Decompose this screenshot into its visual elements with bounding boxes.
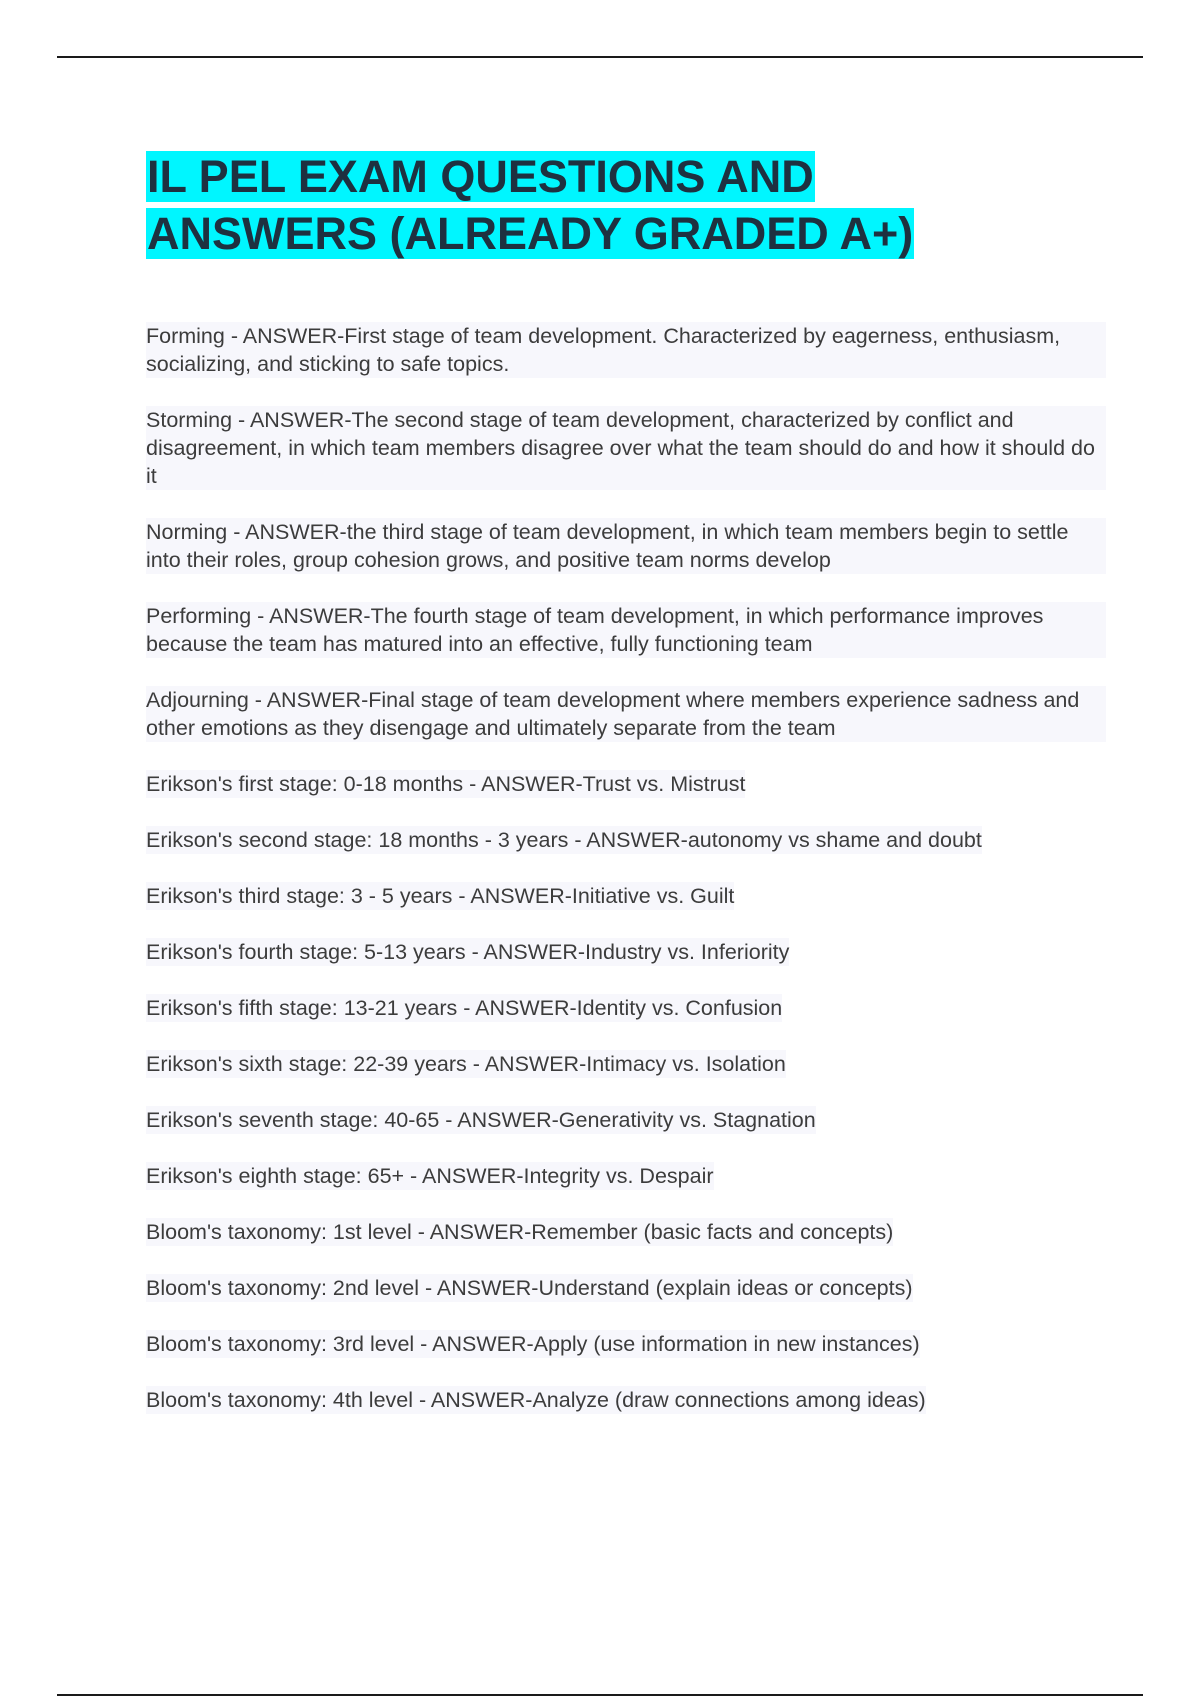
qa-item-forming: Forming - ANSWER-First stage of team development. Characterized by eagerness, enthusiasm, socializing, and sticking to safe topics. [146, 322, 1106, 378]
qa-item-erikson-7: Erikson's seventh stage: 40-65 - ANSWER-Generativity vs. Stagnation [146, 1108, 816, 1132]
qa-item-norming: Norming - ANSWER-the third stage of team development, in which team members begin to settle into their roles, group cohesion grows, and positive team norms develop [146, 518, 1106, 574]
qa-item-erikson-5: Erikson's fifth stage: 13-21 years - ANSWER-Identity vs. Confusion [146, 996, 783, 1020]
qa-list [146, 322, 1106, 1414]
qa-item-erikson-4: Erikson's fourth stage: 5-13 years - ANSWER-Industry vs. Inferiority [146, 940, 790, 964]
qa-item-bloom-1: Bloom's taxonomy: 1st level - ANSWER-Remember (basic facts and concepts) [146, 1220, 894, 1244]
document-title [146, 148, 1106, 262]
qa-item-adjourning: Adjourning - ANSWER-Final stage of team development where members experience sadness and other emotions as they disengage and ultimately separate from the team [146, 686, 1106, 742]
qa-item-erikson-8: Erikson's eighth stage: 65+ - ANSWER-Integrity vs. Despair [146, 1164, 714, 1188]
top-rule [57, 56, 1143, 58]
qa-item-performing: Performing - ANSWER-The fourth stage of team development, in which performance improves because the team has matured into an effective, fully functioning team [146, 602, 1106, 658]
qa-item-bloom-3: Bloom's taxonomy: 3rd level - ANSWER-Apply (use information in new instances) [146, 1332, 920, 1356]
title-line-1: IL PEL EXAM QUESTIONS AND [147, 151, 814, 202]
qa-item-erikson-3: Erikson's third stage: 3 - 5 years - ANSWER-Initiative vs. Guilt [146, 884, 735, 908]
qa-item-storming: Storming - ANSWER-The second stage of team development, characterized by conflict and disagreement, in which team members disagree over what the team should do and how it should do it [146, 406, 1106, 490]
document-body [146, 148, 1106, 1442]
qa-item-erikson-6: Erikson's sixth stage: 22-39 years - ANSWER-Intimacy vs. Isolation [146, 1052, 786, 1076]
qa-item-erikson-1: Erikson's first stage: 0-18 months - ANSWER-Trust vs. Mistrust [146, 772, 746, 796]
qa-item-erikson-2: Erikson's second stage: 18 months - 3 years - ANSWER-autonomy vs shame and doubt [146, 828, 982, 852]
qa-item-bloom-4: Bloom's taxonomy: 4th level - ANSWER-Analyze (draw connections among ideas) [146, 1388, 926, 1412]
bottom-rule [57, 1694, 1143, 1696]
title-line-2: ANSWERS (ALREADY GRADED A+) [147, 208, 914, 259]
qa-item-bloom-2: Bloom's taxonomy: 2nd level - ANSWER-Understand (explain ideas or concepts) [146, 1276, 913, 1300]
